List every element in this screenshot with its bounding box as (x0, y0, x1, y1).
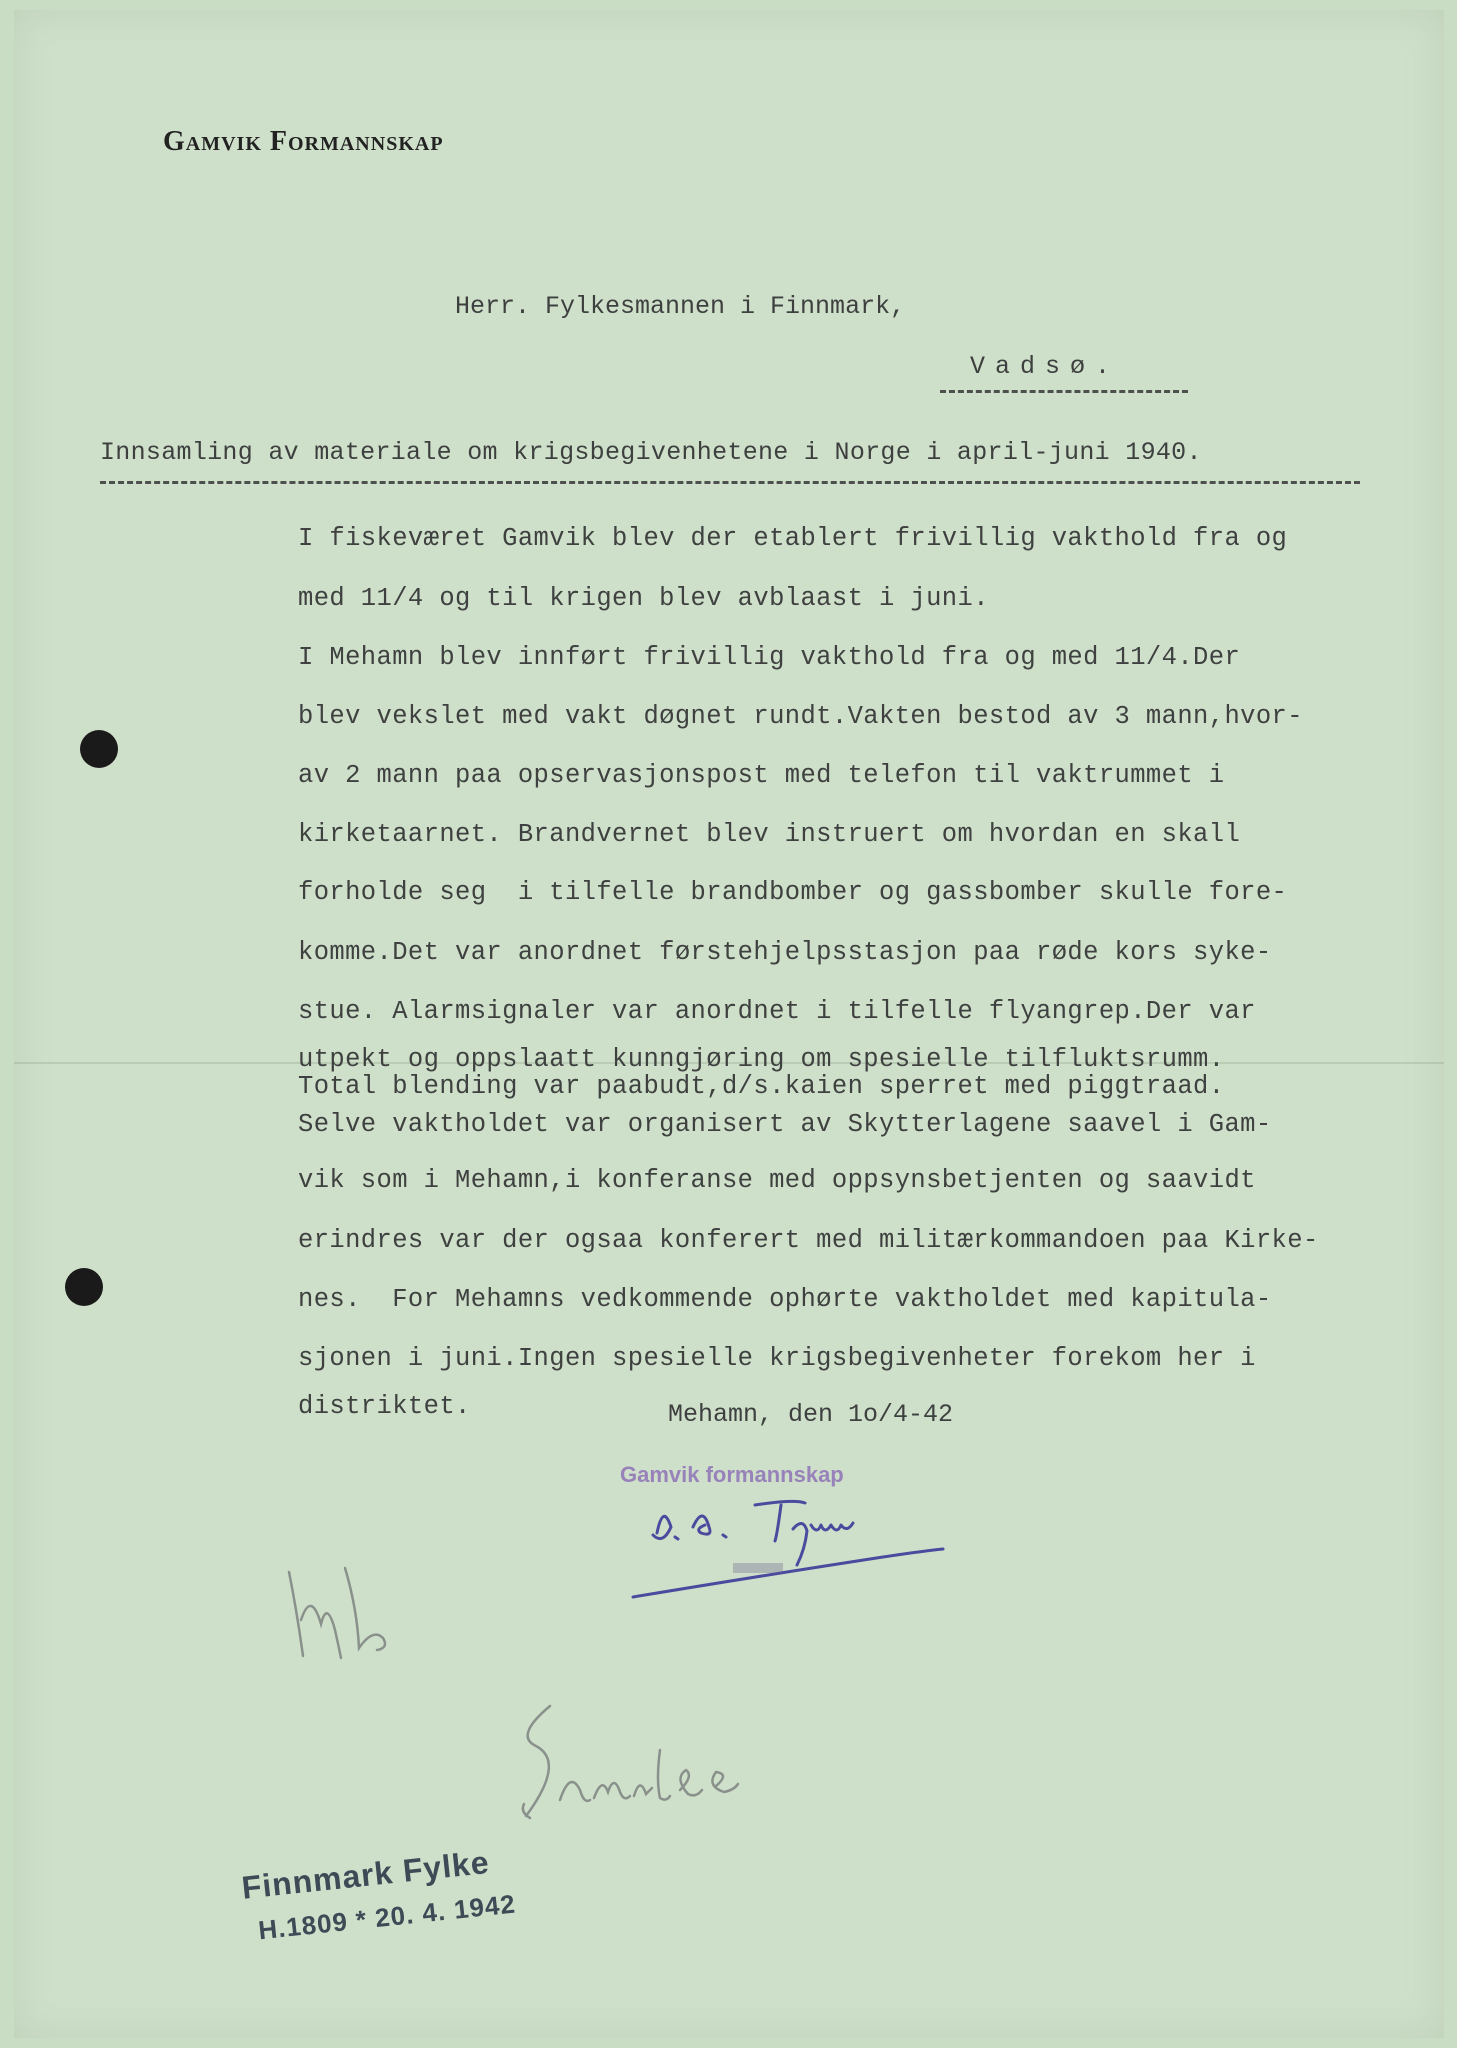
body-line: I Mehamn blev innført frivillig vakthold fra og med 11/4.Der (298, 643, 1241, 672)
subject-underline (100, 481, 1360, 484)
body-line: I fiskeværet Gamvik blev der etablert frivillig vakthold fra og (298, 524, 1288, 553)
recipient-city: Vadsø. (970, 352, 1121, 381)
body-line: sjonen i juni.Ingen spesielle krigsbegivenheter forekom her i (298, 1344, 1256, 1373)
organisation-stamp: Gamvik formannskap (620, 1462, 844, 1487)
body-line: erindres var der ogsaa konferert med militærkommandoen paa Kirke- (298, 1226, 1319, 1255)
body-line: nes. For Mehamns vedkommende ophørte vaktholdet med kapitula- (298, 1285, 1272, 1314)
body-line: distriktet. (298, 1392, 471, 1421)
body-line: utpekt og oppslaatt kunngjøring om spesielle tilfluktsrumm. (298, 1045, 1225, 1074)
received-stamp-office: Finnmark Fylke (240, 1843, 492, 1906)
body-line: stue. Alarmsignaler var anordnet i tilfelle flyangrep.Der var (298, 997, 1256, 1026)
body-line: vik som i Mehamn,i konferanse med oppsynsbetjenten og saavidt (298, 1166, 1256, 1195)
underline (940, 390, 1188, 393)
body-line: kirketaarnet. Brandvernet blev instruert om hvordan en skall (298, 820, 1241, 849)
punch-hole (65, 1268, 103, 1306)
body-line: Total blending var paabudt,d/s.kaien sperret med piggtraad. (298, 1072, 1225, 1101)
subject-line: Innsamling av materiale om krigsbegivenhetene i Norge i april-juni 1940. (100, 438, 1202, 467)
handwritten-initials (285, 1560, 435, 1670)
recipient-line: Herr. Fylkesmannen i Finnmark, (455, 292, 906, 321)
body-line: med 11/4 og til krigen blev avblaast i juni. (298, 584, 989, 613)
punch-hole (80, 730, 118, 768)
body-line: av 2 mann paa opservasjonspost med telefon til vaktrummet i (298, 761, 1225, 790)
letterhead: Gamvik Formannskap (163, 126, 444, 157)
handwritten-annotation (510, 1700, 770, 1830)
received-stamp-number: H.1809 * 20. 4. 1942 (256, 1888, 518, 1946)
body-line: blev vekslet med vakt døgnet rundt.Vakten bestod av 3 mann,hvor- (298, 702, 1303, 731)
body-line: komme.Det var anordnet førstehjelpsstasjon paa røde kors syke- (298, 938, 1272, 967)
signature (625, 1485, 955, 1605)
dateline: Mehamn, den 1o/4-42 (668, 1400, 954, 1429)
body-line: Selve vaktholdet var organisert av Skytterlagene saavel i Gam- (298, 1110, 1272, 1139)
body-line: forholde seg i tilfelle brandbomber og gassbomber skulle fore- (298, 878, 1288, 907)
